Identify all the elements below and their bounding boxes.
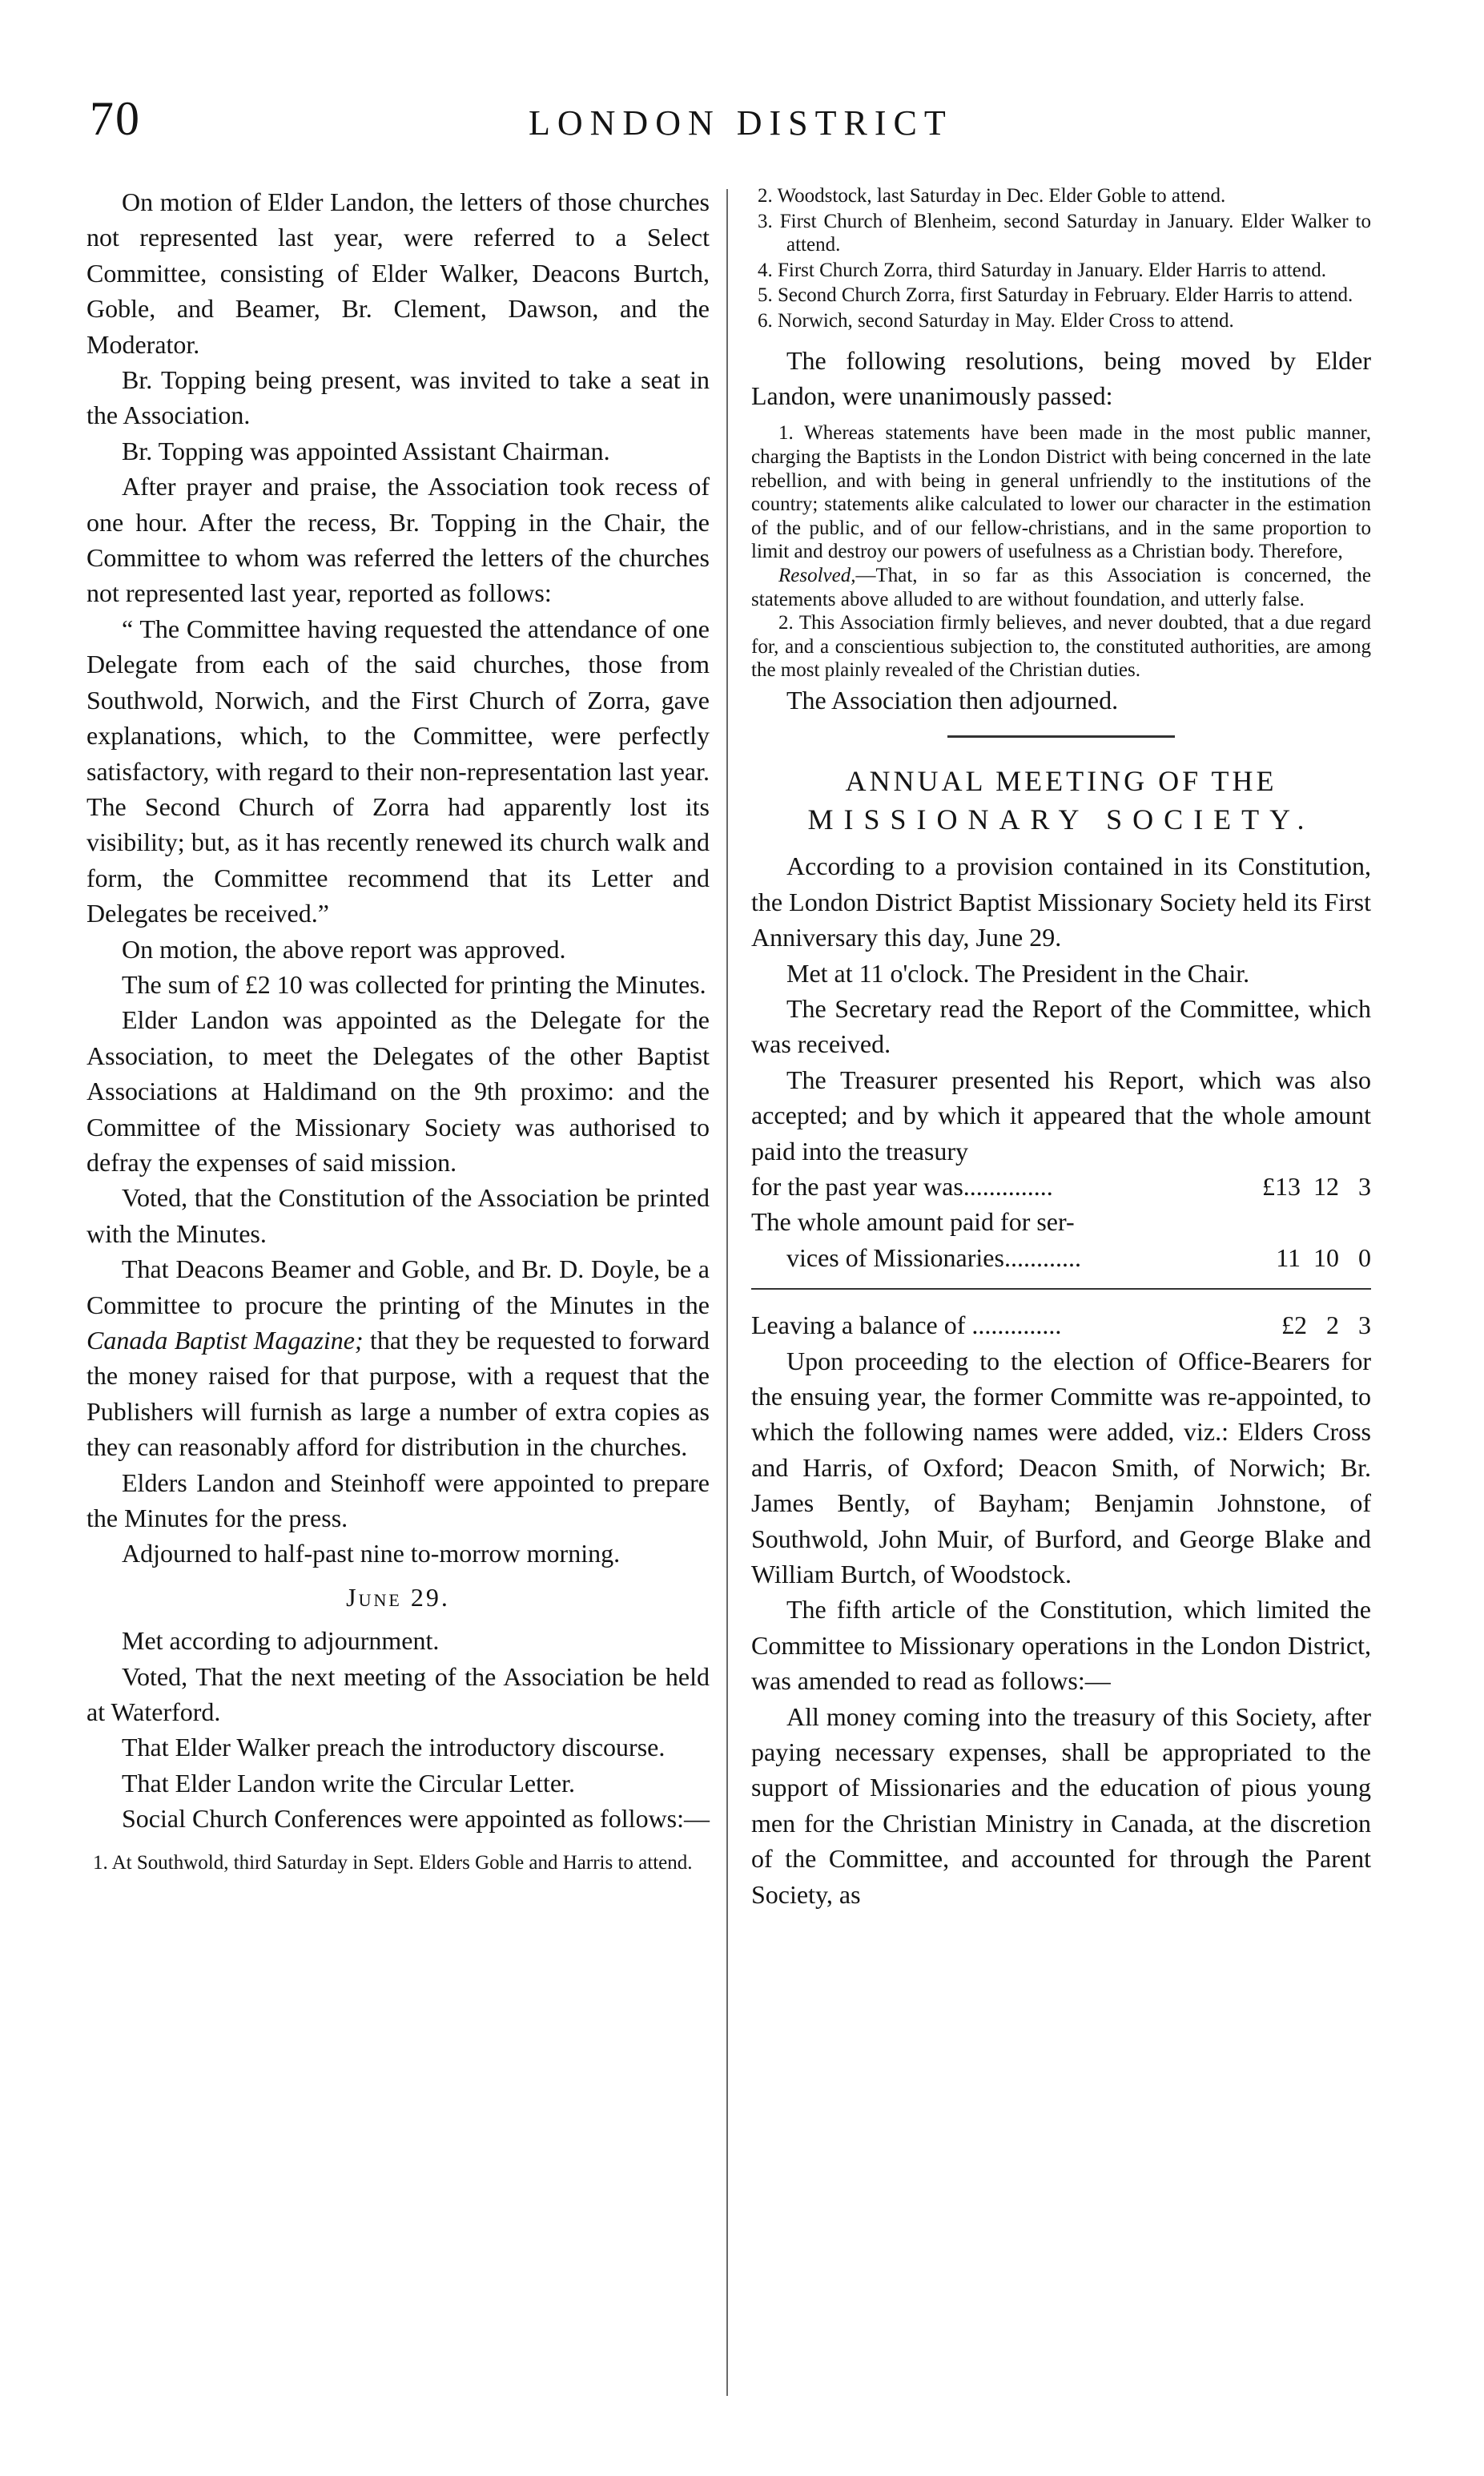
paragraph-prepare-minutes: Elders Landon and Steinhoff were appointed to prepare the Minutes for the press. <box>86 1467 710 1533</box>
paragraph-next-meeting: Voted, That the next meeting of the Association be held at Waterford. <box>86 1661 710 1727</box>
paragraph-delegate: Elder Landon was appointed as the Delegate for the Association, to meet the Delegates of the other Baptist Associations at Haldimand on the 9th proximo: and the Committee of the Missionary Society was authorised to defray the expenses of said mission. <box>86 1005 710 1177</box>
left-column <box>86 184 710 1876</box>
running-title: LONDON DISTRICT <box>529 103 953 143</box>
account-label: for the past year was.............. <box>751 1171 1053 1201</box>
right-column <box>751 184 1371 1912</box>
resolved <box>751 564 1371 611</box>
account-line-services <box>751 1240 1371 1275</box>
account-amount: £2 2 3 <box>1281 1310 1371 1340</box>
committee-text-after: that they be requested to forward the money raised for that purpose, with a request that the Publishers will furnish as large a number of extra copies as they can reasonably afford for distribution in the churches. <box>86 1326 710 1462</box>
account-amount: 11 10 0 <box>1276 1242 1371 1272</box>
account-line-received <box>751 1169 1371 1204</box>
resolution-2: 2. This Association firmly believes, and never doubted, that a due regard for, and a conscientious subjection to, the constituted authorities, are among the most plainly revealed of the Christian duties. <box>751 612 1371 682</box>
paragraph-first-anniversary: According to a provision contained in its Constitution, the London District Baptist Missionary Society held its First Anniversary this day, June 29. <box>751 852 1371 952</box>
paragraph-select-committee: On motion of Elder Landon, the letters of those churches not represented last year, were referred to a Select Committee, consisting of Elder Walker, Deacons Burtch, Goble, and Beamer, Br. Clement, Dawson, and the Moderator. <box>86 187 710 359</box>
section-heading-missionary-society: MISSIONARY SOCIETY. <box>807 803 1315 836</box>
magazine-title: Canada Baptist Magazine; <box>86 1326 364 1355</box>
page-number: 70 <box>90 92 141 145</box>
paragraph-adjourned: Adjourned to half-past nine to-morrow morning. <box>122 1539 621 1568</box>
account-label: vices of Missionaries............ <box>786 1242 1081 1272</box>
paragraph-introductory-discourse: That Elder Walker preach the introductory discourse. <box>122 1733 666 1762</box>
paragraph-met-eleven: Met at 11 o'clock. The President in the Chair. <box>786 958 1250 988</box>
account-line-balance <box>751 1307 1371 1343</box>
paragraph-met: Met according to adjournment. <box>122 1626 440 1656</box>
date-heading: June 29. <box>346 1582 450 1612</box>
conference-item: 1. At Southwold, third Saturday in Sept. Elders Goble and Harris to attend. <box>93 1851 693 1874</box>
paragraph-assistant-chairman: Br. Topping was appointed Assistant Chairman. <box>122 436 610 465</box>
paragraph-topping-seat: Br. Topping being present, was invited to take a seat in the Association. <box>86 365 710 430</box>
committee-text-before: That Deacons Beamer and Goble, and Br. D. Doyle, be a Committee to procure the printing of the Minutes in the <box>86 1254 710 1319</box>
paragraph-recess: After prayer and praise, the Association took recess of one hour. After the recess, Br. Topping in the Chair, the Committee to whom was referred the letters of the churches not represented last year, reported as follows: <box>86 472 710 608</box>
section-rule <box>947 735 1175 738</box>
resolved-label: Resolved, <box>778 564 856 586</box>
resolution-1: 1. Whereas statements have been made in the most public manner, charging the Baptists in the London District with being concerned in the late rebellion, and with being in general unfriendly to the institutions of the country; statements alike calculated to lower our character in the estimation of the public, and of our fellow-christians, and in the same proportion to limit and destroy our powers of usefulness as a Christian body. Therefore, <box>751 422 1371 563</box>
paragraph-fifth-article: The fifth article of the Constitution, which limited the Committee to Missionary operations in the London District, was amended to read as follows:— <box>751 1595 1371 1696</box>
account-rule <box>751 1288 1371 1290</box>
paragraph-money-appropriation: All money coming into the treasury of this Society, after paying necessary expenses, shall be appropriated to the support of Missionaries and the education of pious young men for the Christian Ministry in Canada, at the discretion of the Committee, and accounted for through the Parent Society, as <box>751 1701 1371 1909</box>
paragraph-secretary-report: The Secretary read the Report of the Committee, which was received. <box>751 993 1371 1059</box>
paragraph-report-approved: On motion, the above report was approved. <box>122 934 566 964</box>
paragraph-constitution-printed: Voted, that the Constitution of the Association be printed with the Minutes. <box>86 1183 710 1248</box>
conference-item: 2. Woodstock, last Saturday in Dec. Elder Goble to attend. <box>758 185 1226 207</box>
conference-item: 5. Second Church Zorra, first Saturday in February. Elder Harris to attend. <box>758 284 1353 307</box>
account-line-services-heading <box>751 1204 1371 1239</box>
paragraph-committee-report: “ The Committee having requested the attendance of one Delegate from each of the said churches, those from Southwold, Norwich, and the First Church of Zorra, gave explanations, which, to the Committee, were perfectly satisfactory, with regard to their non-representation last year. The Second Church of Zorra had apparently lost its visibility; but, as it has recently renewed its church walk and form, the Committee recommend that its Letter and Delegates be received.” <box>86 614 710 928</box>
conference-item: 6. Norwich, second Saturday in May. Elder Cross to attend. <box>758 309 1234 332</box>
paragraph-association-adjourned: The Association then adjourned. <box>786 685 1119 715</box>
conference-item: 4. First Church Zorra, third Saturday in January. Elder Harris to attend. <box>758 259 1327 281</box>
resolved-text: —That, in so far as this Association is concerned, the statements above alluded to are without foundation, and utterly false. <box>751 564 1371 610</box>
column-divider <box>726 189 728 2396</box>
paragraph-printing-committee <box>86 1251 710 1464</box>
conference-item: 3. First Church of Blenheim, second Saturday in January. Elder Walker to attend. <box>758 210 1371 256</box>
paragraph-office-bearers: Upon proceeding to the election of Office-Bearers for the ensuing year, the former Committe was re-appointed, to which the following names were added, viz.: Elders Cross and Harris, of Oxford; Deacon Smith, of Norwich; Br. James Bently, of Bayham; Benjamin Johnstone, of Southwold, John Muir, of Burford, and George Blake and William Burtch, of Woodstock. <box>751 1346 1371 1589</box>
paragraph-treasurer-report: The Treasurer presented his Report, which was also accepted; and by which it appeared that the whole amount paid into the treasury <box>751 1065 1371 1166</box>
section-heading-annual-meeting: ANNUAL MEETING OF THE <box>845 765 1277 798</box>
account-amount: £13 12 3 <box>1262 1171 1371 1201</box>
paragraph-conferences: Social Church Conferences were appointed as follows:— <box>122 1804 710 1834</box>
paragraph-circular-letter: That Elder Landon write the Circular Letter. <box>122 1768 575 1798</box>
paragraph-sum-collected: The sum of £2 10 was collected for printing the Minutes. <box>122 969 706 999</box>
paragraph-resolutions-intro: The following resolutions, being moved by Elder Landon, were unanimously passed: <box>751 345 1371 410</box>
account-label: The whole amount paid for ser- <box>751 1207 1075 1237</box>
account-label: Leaving a balance of .............. <box>751 1310 1062 1340</box>
